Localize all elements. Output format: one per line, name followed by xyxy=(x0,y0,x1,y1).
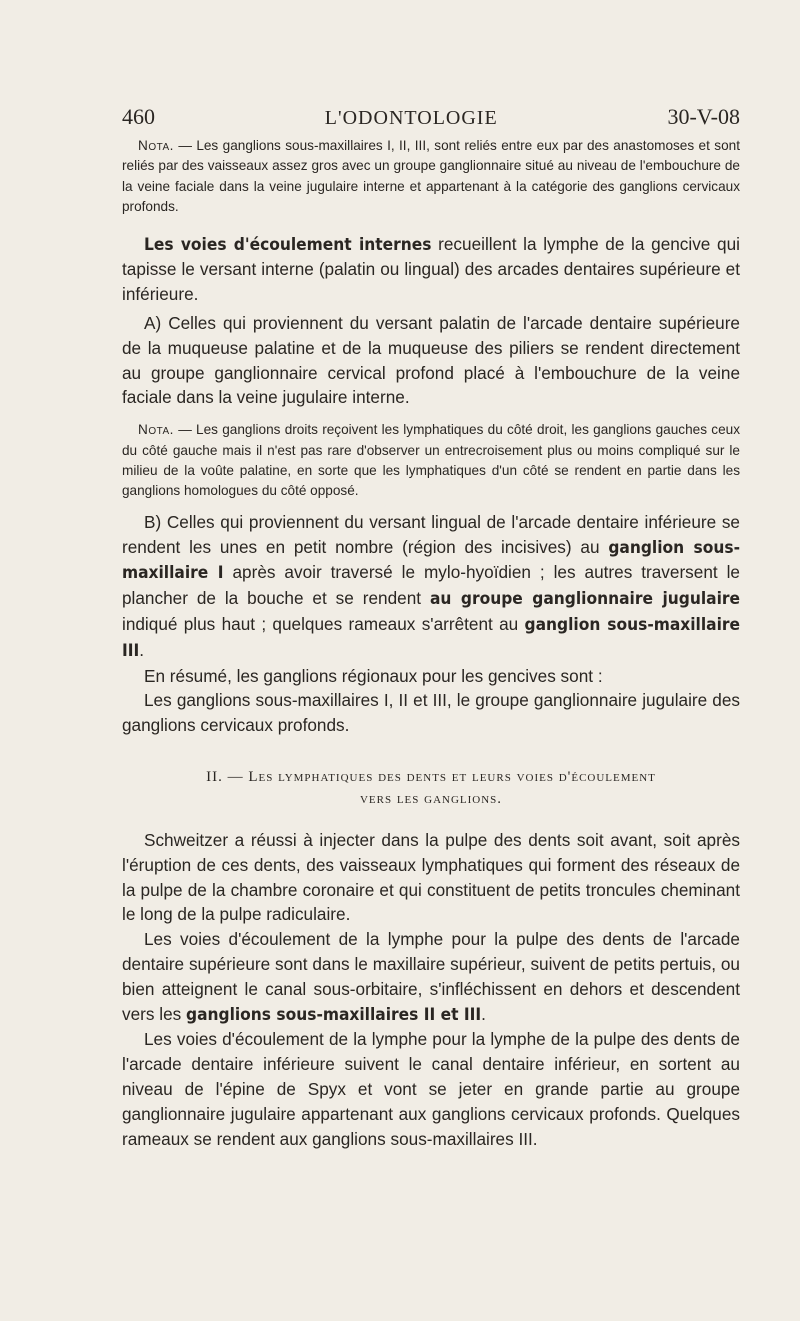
note-text: — Les ganglions droits reçoivent les lymphatiques du côté droit, les ganglions gauches ceux du côté gauche mais il n'est pas rare d'observer un entrecroisement plus ou moins compliqué sur le milieu de la voûte palatine, en sorte que les lymphatiques d'un côté se rendent en partie dans les ganglions homologues du côté opposé. xyxy=(122,422,740,499)
note-paragraph-1 xyxy=(122,136,740,218)
summary-line-1: En résumé, les ganglions régionaux pour les gencives sont : xyxy=(144,665,603,686)
page-number: 460 xyxy=(122,104,155,129)
note-paragraph-2 xyxy=(122,420,740,502)
note-text: — Les ganglions sous-maxillaires I, II, III, sont reliés entre eux par des anastomoses et sont reliés par des vaisseaux assez gros avec un groupe ganglionnaire situé au niveau de l'embouchure de la veine faciale dans la veine jugulaire interne et appartenant à la catégorie des ganglions cervicaux profonds. xyxy=(122,138,740,215)
paragraph-text: . xyxy=(139,639,145,660)
section-heading-line-2: vers les ganglions. xyxy=(359,791,503,807)
paragraph-text: A) Celles qui proviennent du versant palatin de l'arcade dentaire supérieure de la muqueuse palatine et de la muqueuse des piliers se rendent directement au groupe ganglionnaire cervical profond placé à l'embouchure de la veine faciale dans la veine jugulaire interne. xyxy=(122,313,740,408)
paragraph-text: recueillent la lymphe de la gencive qui tapisse le versant interne (palatin ou lingual) des arcades dentaires supérieure et inférieure. xyxy=(122,233,740,305)
section-heading xyxy=(122,766,740,810)
summary-line-2: Les ganglions sous-maxillaires I, II et III, le groupe ganglionnaire jugulaire des ganglions cervicaux profonds. xyxy=(122,690,740,736)
paragraph-b xyxy=(122,510,740,664)
journal-title: L'ODONTOLOGIE xyxy=(324,107,498,129)
note-label: Nota. xyxy=(138,422,174,438)
note-label: Nota. xyxy=(138,138,174,153)
bold-term: ganglion sous-maxillaire III xyxy=(122,615,740,661)
paragraph-text: B) Celles qui proviennent du versant lingual de l'arcade dentaire inférieure se rendent les unes en petit nombre (région des incisives) au xyxy=(122,511,740,557)
paragraph-text: indiqué plus haut ; quelques rameaux s'arrêtent au xyxy=(122,614,525,635)
bold-term: au groupe ganglionnaire jugulaire xyxy=(429,589,740,610)
running-head xyxy=(122,104,740,130)
issue-date: 30-V-08 xyxy=(667,104,740,129)
section-heading-line-1: II. — Les lymphatiques des dents et leurs voies d'écoulement xyxy=(206,769,656,785)
paragraph-text: après avoir traversé le mylo-hyoïdien ; les autres traversent le plancher de la bouche et se rendent xyxy=(122,562,740,609)
paragraph-text: Les voies d'écoulement de la lymphe pour la pulpe des dents de l'arcade dentaire supérieure sont dans le maxillaire supérieur, suivent de petits pertuis, ou bien atteignent le canal sous-orbitaire, s'infléchissent en dehors et descendent vers les xyxy=(122,929,740,1024)
paragraph-lower-teeth: Les voies d'écoulement de la lymphe pour la lymphe de la pulpe des dents de l'arcade dentaire inférieure suivent le canal dentaire inférieur, en sortent au niveau de l'épine de Spyx et vont se jeter en grande partie au groupe ganglionnaire jugulaire appartenant aux ganglions cervicaux profonds. Quelques rameaux se rendent aux ganglions sous-maxillaires III. xyxy=(122,1029,740,1149)
bold-term: ganglion sous-maxillaire I xyxy=(122,537,740,584)
paragraph-a xyxy=(122,311,740,410)
paragraph-text: . xyxy=(481,1003,486,1024)
bold-term: Les voies d'écoulement internes xyxy=(144,234,432,255)
bold-term: ganglions sous-maxillaires II et III xyxy=(186,1004,482,1025)
paragraph-schweitzer: Schweitzer a réussi à injecter dans la pulpe des dents soit avant, soit après l'éruption de ces dents, des vaisseaux lymphatiques qui forment des réseaux de la pulpe de la chambre coronaire et qui constituent de petits troncules cheminant le long de la pulpe radiculaire. xyxy=(122,830,740,925)
paragraph-upper-teeth xyxy=(122,927,740,1027)
paragraph-internal-drainage xyxy=(122,232,740,307)
